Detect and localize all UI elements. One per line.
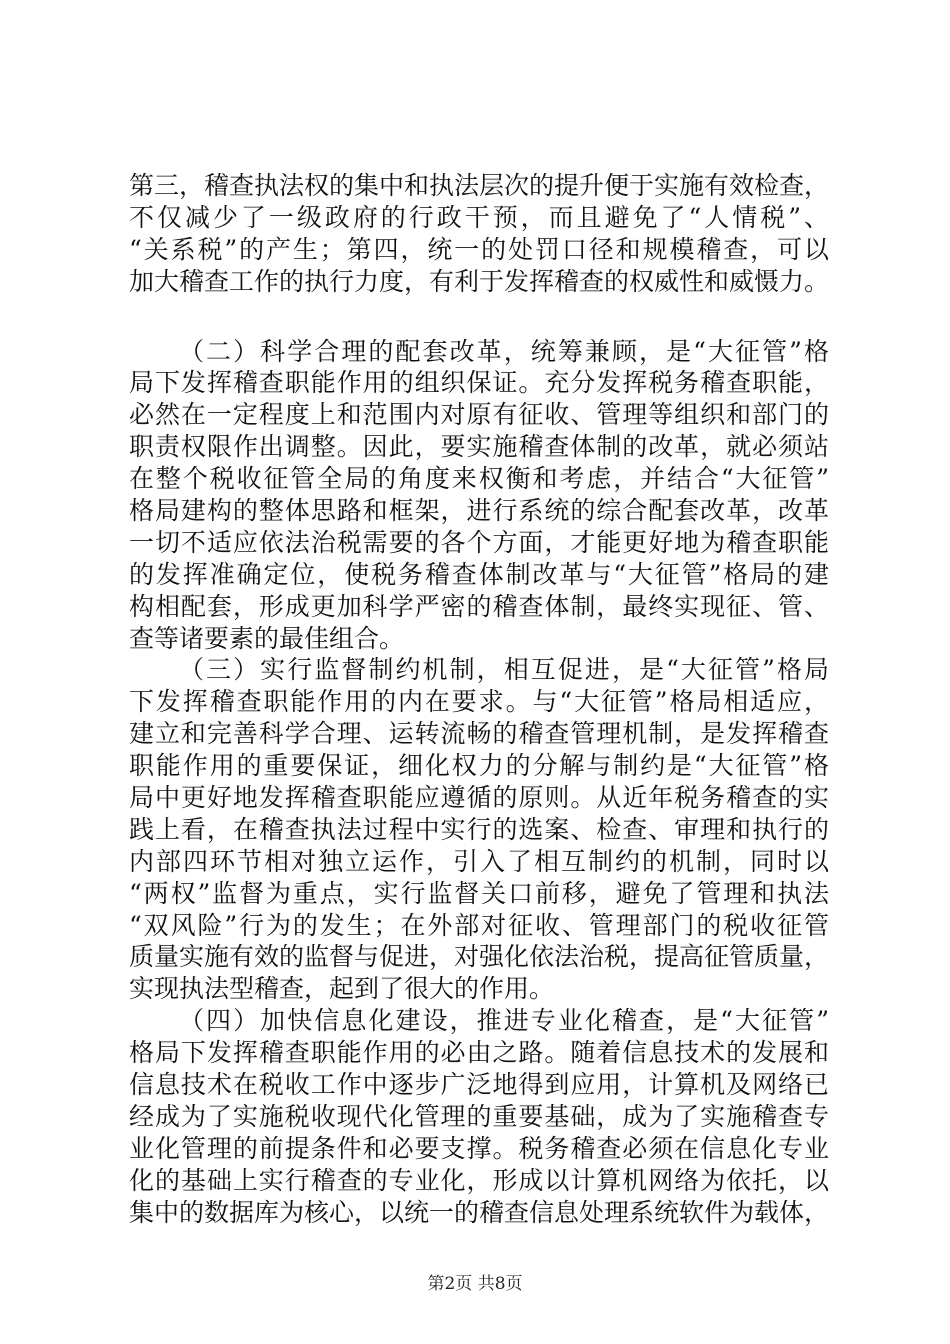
text-line: 局下发挥稽查职能作用的组织保证。充分发挥税务稽查职能， xyxy=(129,368,829,398)
text-line: 格局建构的整体思路和框架，进行系统的综合配套改革，改革 xyxy=(129,496,829,526)
text-line: “两权”监督为重点，实行监督关口前移，避免了管理和执法 xyxy=(129,878,829,908)
text-line: 经成为了实施税收现代化管理的重要基础，成为了实施稽查专 xyxy=(129,1101,829,1131)
text-line: 必然在一定程度上和范围内对原有征收、管理等组织和部门的 xyxy=(129,400,829,430)
text-line: 化的基础上实行稽查的专业化，形成以计算机网络为依托，以 xyxy=(129,1165,829,1195)
document-body xyxy=(129,170,829,1229)
text-line: （三）实行监督制约机制，相互促进，是“大征管”格局 xyxy=(179,655,829,685)
paragraph-gap xyxy=(129,298,829,336)
text-line: 一切不适应依法治税需要的各个方面，才能更好地为稽查职能 xyxy=(129,527,829,557)
text-line: 业化管理的前提条件和必要支撑。税务稽查必须在信息化专业 xyxy=(129,1133,829,1163)
text-line: “关系税”的产生；第四，统一的处罚口径和规模稽查，可以 xyxy=(129,234,829,264)
text-line: 不仅减少了一级政府的行政干预，而且避免了“人情税”、 xyxy=(129,202,829,232)
text-line: 践上看，在稽查执法过程中实行的选案、检查、审理和执行的 xyxy=(129,814,829,844)
page-number-footer: 第2页 共8页 xyxy=(427,1274,523,1294)
paragraph-2 xyxy=(129,336,829,655)
text-line: 加大稽查工作的执行力度，有利于发挥稽查的权威性和威慑力。 xyxy=(129,266,830,296)
text-line: （四）加快信息化建设，推进专业化稽查，是“大征管” xyxy=(179,1006,829,1036)
text-line: 职能作用的重要保证，细化权力的分解与制约是“大征管”格 xyxy=(129,751,829,781)
text-line: 构相配套，形成更加科学严密的稽查体制，最终实现征、管、 xyxy=(129,591,829,621)
text-line: 局中更好地发挥稽查职能应遵循的原则。从近年税务稽查的实 xyxy=(129,783,829,813)
text-line: 第三，稽查执法权的集中和执法层次的提升便于实施有效检查， xyxy=(129,171,830,200)
text-line: 内部四环节相对独立运作，引入了相互制约的机制，同时以 xyxy=(129,846,829,876)
text-line: 职责权限作出调整。因此，要实施稽查体制的改革，就必须站 xyxy=(129,432,829,462)
text-line: 下发挥稽查职能作用的内在要求。与“大征管”格局相适应， xyxy=(129,687,829,717)
paragraph-3 xyxy=(129,654,829,1005)
text-line: 格局下发挥稽查职能作用的必由之路。随着信息技术的发展和 xyxy=(129,1038,829,1068)
paragraph-4 xyxy=(129,1005,829,1228)
text-line: 实现执法型稽查，起到了很大的作用。 xyxy=(129,974,555,1004)
text-line: （二）科学合理的配套改革，统筹兼顾，是“大征管”格 xyxy=(179,336,829,366)
text-line: 在整个税收征管全局的角度来权衡和考虑，并结合“大征管” xyxy=(129,464,829,494)
text-line: 建立和完善科学合理、运转流畅的稽查管理机制，是发挥稽查 xyxy=(129,719,829,749)
text-line: “双风险”行为的发生；在外部对征收、管理部门的税收征管 xyxy=(129,910,829,940)
text-line: 的发挥准确定位，使税务稽查体制改革与“大征管”格局的建 xyxy=(129,559,829,589)
text-line: 集中的数据库为核心，以统一的稽查信息处理系统软件为载体， xyxy=(129,1197,830,1227)
paragraph-1 xyxy=(129,170,829,298)
text-line: 信息技术在税收工作中逐步广泛地得到应用，计算机及网络已 xyxy=(129,1070,829,1100)
text-line: 质量实施有效的监督与促进，对强化依法治税，提高征管质量， xyxy=(129,942,830,972)
text-line: 查等诸要素的最佳组合。 xyxy=(129,623,405,653)
